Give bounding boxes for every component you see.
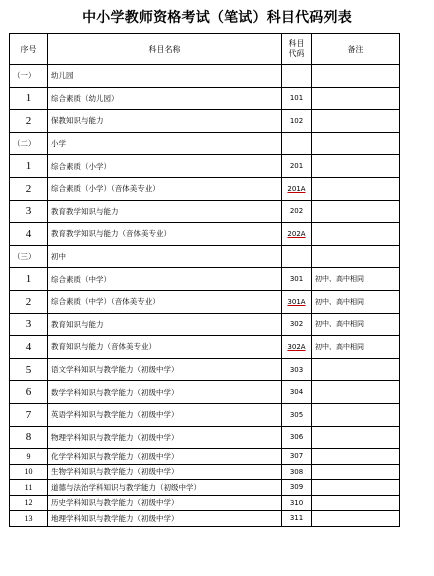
table-row xyxy=(10,313,400,336)
table-row xyxy=(10,177,400,200)
subject-code-value: 310 xyxy=(289,498,304,507)
table-row xyxy=(10,200,400,223)
subject-code-value: 302 xyxy=(289,320,304,329)
subject-code xyxy=(282,426,312,449)
subject-note xyxy=(312,87,400,110)
document-title: 中小学教师资格考试（笔试）科目代码列表 xyxy=(82,10,352,26)
subject-note xyxy=(312,495,400,511)
header-no: 序号 xyxy=(10,34,48,65)
subject-code-value: 202 xyxy=(289,207,304,216)
subject-code xyxy=(282,290,312,313)
row-number: 6 xyxy=(10,381,48,404)
subject-name: 教育知识与能力 xyxy=(48,313,282,336)
subject-name: 物理学科知识与教学能力（初级中学） xyxy=(48,426,282,449)
table-row xyxy=(10,110,400,133)
row-number: 12 xyxy=(10,495,48,511)
subject-name: 化学学科知识与教学能力（初级中学） xyxy=(48,449,282,465)
section-name: 幼儿园 xyxy=(48,65,282,88)
section-code-empty xyxy=(282,245,312,268)
table-row xyxy=(10,495,400,511)
subject-name: 保教知识与能力 xyxy=(48,110,282,133)
header-code-line1: 科目 xyxy=(288,39,305,48)
subject-note xyxy=(312,426,400,449)
table-row xyxy=(10,223,400,246)
section-label: （二） xyxy=(10,132,48,155)
subject-code xyxy=(282,403,312,426)
table-row xyxy=(10,87,400,110)
table-row xyxy=(10,511,400,527)
subject-code xyxy=(282,381,312,404)
subject-code xyxy=(282,449,312,465)
row-number: 1 xyxy=(10,87,48,110)
subject-note: 初中、高中相同 xyxy=(312,313,400,336)
subject-name: 生物学科知识与教学能力（初级中学） xyxy=(48,464,282,480)
row-number: 7 xyxy=(10,403,48,426)
row-number: 13 xyxy=(10,511,48,527)
section-row xyxy=(10,245,400,268)
subject-code-value: 307 xyxy=(289,452,304,461)
row-number: 4 xyxy=(10,223,48,246)
subject-code xyxy=(282,268,312,291)
subject-note xyxy=(312,110,400,133)
subject-note xyxy=(312,177,400,200)
subject-code-value: 304 xyxy=(289,388,304,397)
subject-code xyxy=(282,495,312,511)
subject-note: 初中、高中相同 xyxy=(312,268,400,291)
section-code-empty xyxy=(282,132,312,155)
subject-code xyxy=(282,313,312,336)
subject-code-value: 311 xyxy=(289,514,304,523)
subject-code-value: 102 xyxy=(289,116,304,125)
row-number: 8 xyxy=(10,426,48,449)
header-note: 备注 xyxy=(312,34,400,65)
subject-code-value: 201 xyxy=(289,162,304,171)
row-number: 2 xyxy=(10,290,48,313)
section-name: 初中 xyxy=(48,245,282,268)
subject-note xyxy=(312,403,400,426)
subject-code-table xyxy=(9,33,400,527)
subject-code-value: 302A xyxy=(287,342,306,351)
section-label: （三） xyxy=(10,245,48,268)
row-number: 1 xyxy=(10,268,48,291)
subject-code-value: 306 xyxy=(289,433,304,442)
subject-note xyxy=(312,449,400,465)
subject-code xyxy=(282,336,312,359)
subject-name: 历史学科知识与教学能力（初级中学） xyxy=(48,495,282,511)
table-row xyxy=(10,449,400,465)
table-row xyxy=(10,480,400,496)
subject-note: 初中、高中相同 xyxy=(312,336,400,359)
subject-code-value: 201A xyxy=(287,184,306,193)
subject-name: 语文学科知识与教学能力（初级中学） xyxy=(48,358,282,381)
row-number: 11 xyxy=(10,480,48,496)
subject-note xyxy=(312,480,400,496)
subject-name: 英语学科知识与教学能力（初级中学） xyxy=(48,403,282,426)
subject-note xyxy=(312,223,400,246)
subject-code-value: 101 xyxy=(289,94,304,103)
subject-name: 综合素质（中学）（音体美专业） xyxy=(48,290,282,313)
section-name: 小学 xyxy=(48,132,282,155)
subject-note: 初中、高中相同 xyxy=(312,290,400,313)
subject-note xyxy=(312,358,400,381)
section-note-empty xyxy=(312,245,400,268)
subject-code xyxy=(282,464,312,480)
subject-code xyxy=(282,110,312,133)
section-note-empty xyxy=(312,65,400,88)
subject-name: 教育教学知识与能力（音体美专业） xyxy=(48,223,282,246)
subject-name: 教育教学知识与能力 xyxy=(48,200,282,223)
row-number: 4 xyxy=(10,336,48,359)
subject-code xyxy=(282,358,312,381)
subject-code-value: 301A xyxy=(287,297,306,306)
section-label: （一） xyxy=(10,65,48,88)
subject-name: 数学学科知识与教学能力（初级中学） xyxy=(48,381,282,404)
subject-code-value: 305 xyxy=(289,410,304,419)
table-header-row xyxy=(10,34,400,65)
section-note-empty xyxy=(312,132,400,155)
row-number: 3 xyxy=(10,200,48,223)
row-number: 10 xyxy=(10,464,48,480)
table-body xyxy=(10,65,400,527)
subject-code-value: 309 xyxy=(289,483,304,492)
table-row xyxy=(10,268,400,291)
table-row xyxy=(10,336,400,359)
row-number: 9 xyxy=(10,449,48,465)
header-subject-name: 科目名称 xyxy=(48,34,282,65)
section-row xyxy=(10,65,400,88)
table-row xyxy=(10,381,400,404)
row-number: 3 xyxy=(10,313,48,336)
table-row xyxy=(10,290,400,313)
subject-code xyxy=(282,87,312,110)
header-subject-code xyxy=(282,34,312,65)
header-code-line2: 代码 xyxy=(288,49,305,58)
subject-name: 综合素质（小学）（音体美专业） xyxy=(48,177,282,200)
subject-note xyxy=(312,200,400,223)
section-code-empty xyxy=(282,65,312,88)
subject-code xyxy=(282,155,312,178)
subject-code xyxy=(282,177,312,200)
subject-code xyxy=(282,200,312,223)
section-row xyxy=(10,132,400,155)
subject-note xyxy=(312,155,400,178)
table-row xyxy=(10,358,400,381)
row-number: 2 xyxy=(10,110,48,133)
subject-name: 地理学科知识与教学能力（初级中学） xyxy=(48,511,282,527)
subject-note xyxy=(312,464,400,480)
table-row xyxy=(10,403,400,426)
subject-note xyxy=(312,381,400,404)
subject-code xyxy=(282,223,312,246)
subject-code-value: 301 xyxy=(289,275,304,284)
subject-code-value: 308 xyxy=(289,467,304,476)
subject-code xyxy=(282,511,312,527)
subject-name: 综合素质（中学） xyxy=(48,268,282,291)
row-number: 5 xyxy=(10,358,48,381)
table-row xyxy=(10,155,400,178)
table-row xyxy=(10,464,400,480)
subject-name: 道德与法治学科知识与教学能力（初级中学） xyxy=(48,480,282,496)
subject-name: 综合素质（幼儿园） xyxy=(48,87,282,110)
subject-name: 综合素质（小学） xyxy=(48,155,282,178)
subject-name: 教育知识与能力（音体美专业） xyxy=(48,336,282,359)
table-row xyxy=(10,426,400,449)
row-number: 1 xyxy=(10,155,48,178)
subject-code-value: 303 xyxy=(289,365,304,374)
subject-code-value: 202A xyxy=(287,229,306,238)
subject-note xyxy=(312,511,400,527)
row-number: 2 xyxy=(10,177,48,200)
subject-code xyxy=(282,480,312,496)
